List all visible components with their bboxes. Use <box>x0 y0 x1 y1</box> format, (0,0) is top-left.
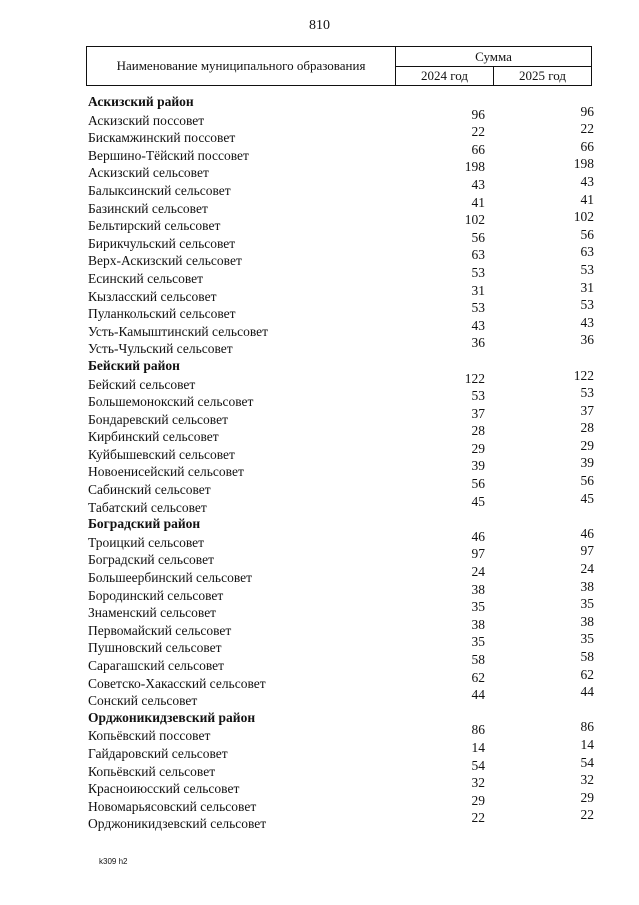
municipality-name: Кызласский сельсовет <box>88 288 217 304</box>
section-title: Орджоникидзевский район <box>88 709 256 725</box>
table-row <box>88 596 608 622</box>
table-row <box>88 455 608 481</box>
value-2025: 22 <box>580 807 594 823</box>
municipality-name: Сонский сельсовет <box>88 693 198 709</box>
table-row <box>88 420 608 446</box>
value-2025: 28 <box>580 420 594 436</box>
value-2024: 35 <box>471 599 485 615</box>
table-header <box>86 46 592 86</box>
footer-code: k309 h2 <box>99 857 128 866</box>
value-2025: 102 <box>573 209 594 225</box>
municipality-name: Копьёвский сельсовет <box>88 763 216 779</box>
table-row <box>88 649 608 675</box>
section-heading <box>88 710 608 728</box>
value-2025: 24 <box>580 561 594 577</box>
section-title: Бейский район <box>88 357 180 373</box>
value-2024: 63 <box>471 247 485 263</box>
table-row <box>88 525 608 552</box>
municipality-name: Базинский сельсовет <box>88 200 208 216</box>
table-row <box>88 209 608 235</box>
value-2024: 53 <box>471 264 485 280</box>
value-2025: 96 <box>580 103 594 119</box>
value-2024: 36 <box>471 335 485 351</box>
value-2024: 22 <box>471 124 485 140</box>
table-row <box>88 631 608 657</box>
municipality-name: Троицкий сельсовет <box>88 534 205 550</box>
section-heading <box>88 516 608 534</box>
table-row <box>88 244 608 270</box>
table-row <box>88 156 608 182</box>
municipality-name: Копьёвский поссовет <box>88 728 211 744</box>
value-2024: 38 <box>471 616 485 632</box>
value-2025: 38 <box>580 578 594 594</box>
municipality-name: Вершино-Тёйский поссовет <box>88 147 249 163</box>
municipality-name: Бейский сельсовет <box>88 376 196 392</box>
value-2025: 54 <box>580 754 594 770</box>
value-2024: 14 <box>471 739 485 755</box>
table-row <box>88 684 608 710</box>
municipality-name: Усть-Камыштинский сельсовет <box>88 323 269 339</box>
table-row <box>88 772 608 798</box>
value-2024: 198 <box>464 159 485 175</box>
value-2025: 39 <box>580 455 594 471</box>
page-number: 810 <box>309 18 330 33</box>
value-2025: 41 <box>580 191 594 207</box>
value-2024: 96 <box>471 106 485 122</box>
municipality-name: Гайдаровский сельсовет <box>88 745 228 761</box>
value-2024: 24 <box>471 564 485 580</box>
header-name-column: Наименование муниципального образования <box>87 47 396 85</box>
municipality-name: Куйбышевский сельсовет <box>88 446 235 462</box>
value-2024: 102 <box>464 212 485 228</box>
value-2025: 86 <box>580 719 594 735</box>
value-2025: 38 <box>580 613 594 629</box>
municipality-name: Балыксинский сельсовет <box>88 182 231 198</box>
municipality-name: Аскизский поссовет <box>88 112 205 128</box>
municipality-name: Орджоникидзевский сельсовет <box>88 816 267 832</box>
municipality-name: Красноиюсский сельсовет <box>88 781 240 797</box>
value-2025: 37 <box>580 402 594 418</box>
municipality-name: Большеербинский сельсовет <box>88 570 253 586</box>
value-2024: 41 <box>471 194 485 210</box>
section-title: Аскизский район <box>88 94 194 109</box>
municipality-name: Бельтирский сельсовет <box>88 218 221 234</box>
municipality-name: Пуланкольский сельсовет <box>88 306 236 322</box>
value-2025: 66 <box>580 138 594 154</box>
table-row <box>88 332 608 358</box>
value-2025: 97 <box>580 543 594 559</box>
section-heading <box>88 94 608 112</box>
value-2025: 53 <box>580 297 594 313</box>
table-row <box>88 807 608 833</box>
municipality-name: Сабинский сельсовет <box>88 482 211 498</box>
value-2024: 53 <box>471 300 485 316</box>
table-row <box>88 297 608 323</box>
value-2025: 62 <box>580 666 594 682</box>
table-row <box>88 543 608 569</box>
value-2025: 14 <box>580 736 594 752</box>
value-2024: 35 <box>471 634 485 650</box>
value-2024: 58 <box>471 652 485 667</box>
table-row <box>88 754 608 781</box>
municipality-name: Большемонокский сельсовет <box>88 394 254 410</box>
header-year-2025: 2025 год <box>519 68 566 83</box>
value-2024: 46 <box>471 528 485 544</box>
value-2025: 32 <box>580 772 594 788</box>
value-2025: 35 <box>580 596 594 612</box>
value-2024: 97 <box>471 546 485 562</box>
header-sum-column: Сумма <box>396 47 591 67</box>
table-row <box>88 666 608 693</box>
municipality-name: Верх-Аскизский сельсовет <box>88 253 242 269</box>
table-body <box>88 94 608 833</box>
value-2024: 28 <box>471 423 485 439</box>
table-row <box>88 473 608 499</box>
value-2024: 56 <box>471 476 485 492</box>
value-2024: 86 <box>471 722 485 738</box>
value-2024: 45 <box>471 493 485 509</box>
value-2024: 37 <box>471 405 485 421</box>
value-2024: 29 <box>471 440 485 456</box>
value-2024: 39 <box>471 458 485 474</box>
value-2025: 53 <box>580 261 594 277</box>
section-title: Боградский район <box>88 516 201 532</box>
value-2025: 29 <box>580 789 594 805</box>
table-row <box>88 121 608 147</box>
value-2025: 44 <box>580 684 594 700</box>
municipality-name: Усть-Чульский сельсовет <box>88 341 233 357</box>
value-2024: 38 <box>471 581 485 597</box>
table-row <box>88 385 608 411</box>
municipality-name: Новоенисейский сельсовет <box>88 464 244 480</box>
municipality-name: Пушновский сельсовет <box>88 640 222 656</box>
value-2025: 35 <box>580 631 594 647</box>
value-2025: 36 <box>580 332 594 348</box>
value-2024: 56 <box>471 229 485 245</box>
municipality-name: Знаменский сельсовет <box>88 605 217 621</box>
municipality-name: Бирикчульский сельсовет <box>88 235 236 251</box>
municipality-name: Кирбинский сельсовет <box>88 429 219 445</box>
value-2025: 43 <box>580 173 594 189</box>
value-2025: 22 <box>580 121 594 137</box>
value-2024: 44 <box>471 687 485 703</box>
municipality-name: Советско-Хакасский сельсовет <box>88 675 266 691</box>
value-2024: 62 <box>471 669 485 685</box>
table-row <box>88 103 608 130</box>
value-2024: 66 <box>471 141 485 157</box>
value-2025: 31 <box>580 279 594 295</box>
value-2024: 43 <box>471 317 485 333</box>
value-2024: 31 <box>471 282 485 298</box>
value-2025: 56 <box>580 473 594 489</box>
header-year-2024: 2024 год <box>396 67 494 85</box>
municipality-name: Сарагашский сельсовет <box>88 658 225 673</box>
municipality-name: Есинский сельсовет <box>88 270 204 286</box>
value-2025: 53 <box>580 385 594 401</box>
municipality-name: Бородинский сельсовет <box>88 587 224 603</box>
municipality-name: Аскизский сельсовет <box>88 165 209 181</box>
table-row <box>88 279 608 306</box>
value-2024: 53 <box>471 388 485 404</box>
municipality-name: Первомайский сельсовет <box>88 622 232 638</box>
value-2024: 54 <box>471 757 485 773</box>
value-2024: 32 <box>471 775 485 791</box>
municipality-name: Табатский сельсовет <box>88 499 207 515</box>
municipality-name: Бондаревский сельсовет <box>88 411 228 427</box>
value-2025: 122 <box>573 367 594 383</box>
value-2024: 29 <box>471 792 485 808</box>
table-row <box>88 719 608 745</box>
section-heading <box>88 358 608 376</box>
value-2025: 29 <box>580 437 594 453</box>
value-2024: 22 <box>471 810 485 826</box>
value-2025: 198 <box>573 156 594 172</box>
value-2025: 46 <box>580 525 594 541</box>
table-row <box>88 367 608 394</box>
municipality-name: Бискамжинский поссовет <box>88 130 236 146</box>
municipality-name: Боградский сельсовет <box>88 552 214 568</box>
table-row <box>88 191 608 218</box>
value-2025: 43 <box>580 314 594 330</box>
value-2024: 43 <box>471 176 485 192</box>
value-2025: 63 <box>580 244 594 260</box>
value-2025: 58 <box>580 649 594 664</box>
municipality-name: Новомарьясовский сельсовет <box>88 798 257 814</box>
table-row <box>88 561 608 587</box>
value-2025: 45 <box>580 490 594 506</box>
value-2024: 122 <box>464 370 485 386</box>
value-2025: 56 <box>580 226 594 242</box>
